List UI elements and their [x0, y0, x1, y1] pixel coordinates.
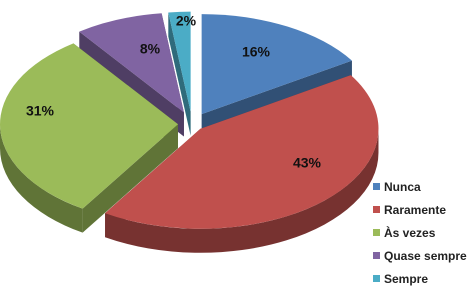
- legend-swatch-sempre: [373, 275, 380, 282]
- legend: [373, 175, 473, 290]
- legend-label-raramente: Raramente: [384, 202, 447, 217]
- data-label-sempre: 2%: [175, 12, 197, 29]
- legend-item-as-vezes: [373, 221, 473, 244]
- legend-item-sempre: [373, 267, 473, 290]
- data-label-raramente: 43%: [292, 154, 322, 171]
- legend-item-raramente: [373, 198, 473, 221]
- legend-swatch-raramente: [373, 206, 380, 213]
- legend-item-quase-sempre: [373, 244, 473, 267]
- legend-swatch-quase-sempre: [373, 252, 380, 259]
- legend-item-nunca: [373, 175, 473, 198]
- legend-label-sempre: Sempre: [384, 271, 429, 286]
- data-label-quase-sempre: 8%: [139, 40, 161, 57]
- legend-swatch-as-vezes: [373, 229, 380, 236]
- data-label-as-vezes: 31%: [25, 102, 55, 119]
- legend-label-nunca: Nunca: [384, 179, 421, 194]
- legend-label-quase-sempre: Quase sempre: [384, 248, 467, 263]
- data-label-nunca: 16%: [241, 43, 271, 60]
- legend-swatch-nunca: [373, 183, 380, 190]
- legend-label-as-vezes: Às vezes: [384, 225, 436, 240]
